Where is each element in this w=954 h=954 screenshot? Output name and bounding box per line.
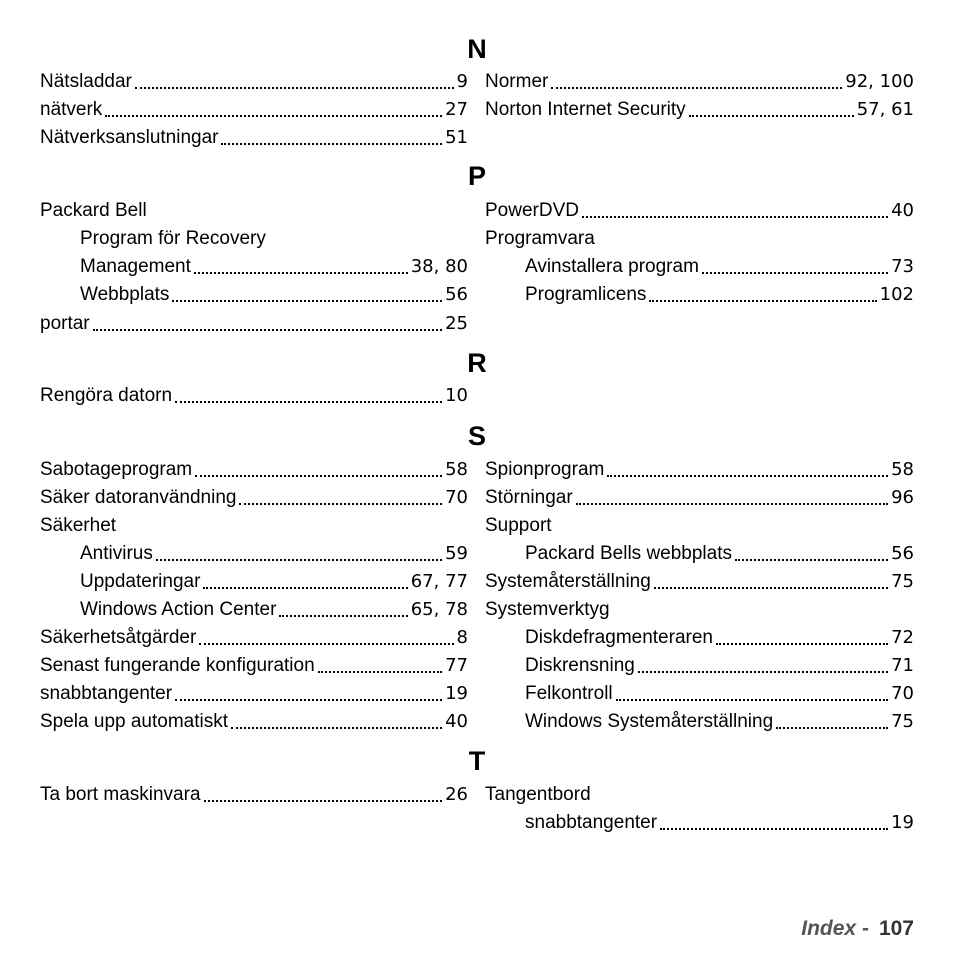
index-entry	[525, 624, 914, 652]
index-entry	[525, 680, 914, 708]
dot-leader	[689, 114, 854, 117]
entry-page: 56	[445, 284, 468, 305]
index-entry	[40, 456, 468, 484]
index-entry	[40, 708, 468, 736]
index-heading: Programvara	[485, 228, 595, 249]
entry-page: 58	[445, 459, 468, 480]
page-number: 107	[878, 917, 914, 940]
entry-label: Spionprogram	[485, 459, 605, 480]
index-entry	[80, 540, 468, 568]
index-entry	[525, 253, 914, 281]
entry-page: 57, 61	[856, 99, 914, 120]
dot-leader	[204, 799, 443, 802]
dot-leader	[318, 670, 442, 673]
index-heading: Packard Bell	[40, 200, 147, 221]
entry-label: Packard Bells webbplats	[525, 543, 732, 564]
entry-page: 75	[891, 711, 914, 732]
entry-label: Management	[80, 256, 191, 277]
entry-label: Webbplats	[80, 284, 170, 305]
index-subheading: Program för Recovery	[80, 228, 266, 249]
entry-label: Systemåterställning	[485, 571, 651, 592]
index-heading: Systemverktyg	[485, 599, 610, 620]
entry-page: 92, 100	[845, 71, 914, 92]
entry-label: Säkerhetsåtgärder	[40, 627, 197, 648]
section-letter-t: T	[468, 746, 486, 776]
section-letter-s: S	[467, 421, 486, 451]
index-entry	[40, 68, 468, 96]
entry-page: 102	[879, 284, 914, 305]
entry-label: Felkontroll	[525, 683, 613, 704]
index-entry	[40, 124, 468, 152]
dot-leader	[551, 86, 842, 89]
dot-leader	[649, 299, 876, 302]
entry-label: Störningar	[485, 487, 573, 508]
entry-page: 25	[445, 313, 468, 334]
entry-page: 73	[891, 256, 914, 277]
dot-leader	[576, 502, 888, 505]
index-entry	[485, 96, 914, 124]
index-entry	[40, 624, 468, 652]
dot-leader	[93, 328, 442, 331]
index-entry	[525, 652, 914, 680]
entry-label: Antivirus	[80, 543, 153, 564]
entry-page: 38, 80	[410, 256, 468, 277]
dot-leader	[221, 142, 442, 145]
dot-leader	[279, 614, 407, 617]
index-entry	[40, 652, 468, 680]
page-footer	[801, 914, 914, 944]
entry-page: 77	[445, 655, 468, 676]
index-entry	[485, 68, 914, 96]
dot-leader	[172, 299, 442, 302]
index-heading: Tangentbord	[485, 784, 591, 805]
index-entry	[80, 253, 468, 281]
entry-label: Ta bort maskinvara	[40, 784, 201, 805]
entry-page: 19	[891, 812, 914, 833]
entry-label: Diskdefragmenteraren	[525, 627, 713, 648]
entry-page: 51	[445, 127, 468, 148]
index-entry	[485, 456, 914, 484]
dot-leader	[239, 502, 442, 505]
dot-leader	[702, 271, 888, 274]
entry-page: 70	[891, 683, 914, 704]
index-entry	[525, 708, 914, 736]
dot-leader	[735, 558, 888, 561]
entry-page: 72	[891, 627, 914, 648]
dot-leader	[199, 642, 453, 645]
entry-label: Windows Action Center	[80, 599, 277, 620]
entry-page: 70	[445, 487, 468, 508]
index-heading: Säkerhet	[40, 515, 117, 536]
index-entry	[525, 540, 914, 568]
dot-leader	[194, 271, 408, 274]
index-entry	[40, 310, 468, 338]
entry-label: Programlicens	[525, 284, 647, 305]
entry-label: Spela upp automatiskt	[40, 711, 229, 732]
entry-page: 75	[891, 571, 914, 592]
entry-label: PowerDVD	[485, 200, 579, 221]
index-entry	[40, 96, 468, 124]
entry-label: Säker datoranvändning	[40, 487, 237, 508]
dot-leader	[195, 474, 442, 477]
entry-page: 19	[445, 683, 468, 704]
index-entry	[80, 281, 468, 309]
index-entry	[525, 809, 914, 837]
entry-page: 65, 78	[410, 599, 468, 620]
dot-leader	[231, 726, 442, 729]
entry-page: 96	[891, 487, 914, 508]
index-entry	[525, 281, 914, 309]
dot-leader	[203, 586, 407, 589]
index-entry	[80, 596, 468, 624]
entry-page: 9	[456, 71, 468, 92]
entry-page: 10	[445, 385, 468, 406]
entry-label: Avinstallera program	[525, 256, 699, 277]
index-heading: Support	[485, 515, 552, 536]
entry-label: Normer	[485, 71, 549, 92]
entry-label: nätverk	[40, 99, 103, 120]
dot-leader	[582, 215, 888, 218]
dot-leader	[156, 558, 442, 561]
entry-page: 8	[456, 627, 468, 648]
entry-label: Windows Systemåterställning	[525, 711, 774, 732]
index-entry	[40, 781, 468, 809]
dot-leader	[105, 114, 442, 117]
entry-page: 71	[891, 655, 914, 676]
entry-page: 27	[445, 99, 468, 120]
index-entry	[40, 680, 468, 708]
entry-label: snabbtangenter	[40, 683, 173, 704]
entry-label: Norton Internet Security	[485, 99, 686, 120]
dot-leader	[175, 400, 442, 403]
entry-label: portar	[40, 313, 90, 334]
index-entry	[40, 484, 468, 512]
entry-label: Diskrensning	[525, 655, 635, 676]
dot-leader	[716, 642, 888, 645]
dot-leader	[654, 586, 888, 589]
entry-label: Sabotageprogram	[40, 459, 193, 480]
entry-label: snabbtangenter	[525, 812, 658, 833]
dot-leader	[616, 698, 888, 701]
entry-label: Senast fungerande konfiguration	[40, 655, 315, 676]
section-letter-p: P	[467, 161, 486, 191]
dot-leader	[660, 827, 888, 830]
entry-label: Nätsladdar	[40, 71, 132, 92]
entry-page: 56	[891, 543, 914, 564]
section-letter-r: R	[467, 348, 487, 378]
index-entry	[485, 568, 914, 596]
dot-leader	[607, 474, 888, 477]
dot-leader	[776, 726, 888, 729]
dot-leader	[638, 670, 888, 673]
index-entry	[485, 484, 914, 512]
footer-label: Index -	[801, 917, 869, 940]
entry-page: 26	[445, 784, 468, 805]
entry-page: 40	[445, 711, 468, 732]
entry-page: 59	[445, 543, 468, 564]
entry-page: 67, 77	[410, 571, 468, 592]
index-entry	[40, 382, 468, 410]
section-letter-n: N	[467, 34, 487, 64]
dot-leader	[135, 86, 454, 89]
entry-page: 40	[891, 200, 914, 221]
entry-label: Rengöra datorn	[40, 385, 173, 406]
index-entry	[485, 197, 914, 225]
index-entry	[80, 568, 468, 596]
entry-label: Uppdateringar	[80, 571, 201, 592]
dot-leader	[175, 698, 442, 701]
entry-label: Nätverksanslutningar	[40, 127, 219, 148]
entry-page: 58	[891, 459, 914, 480]
